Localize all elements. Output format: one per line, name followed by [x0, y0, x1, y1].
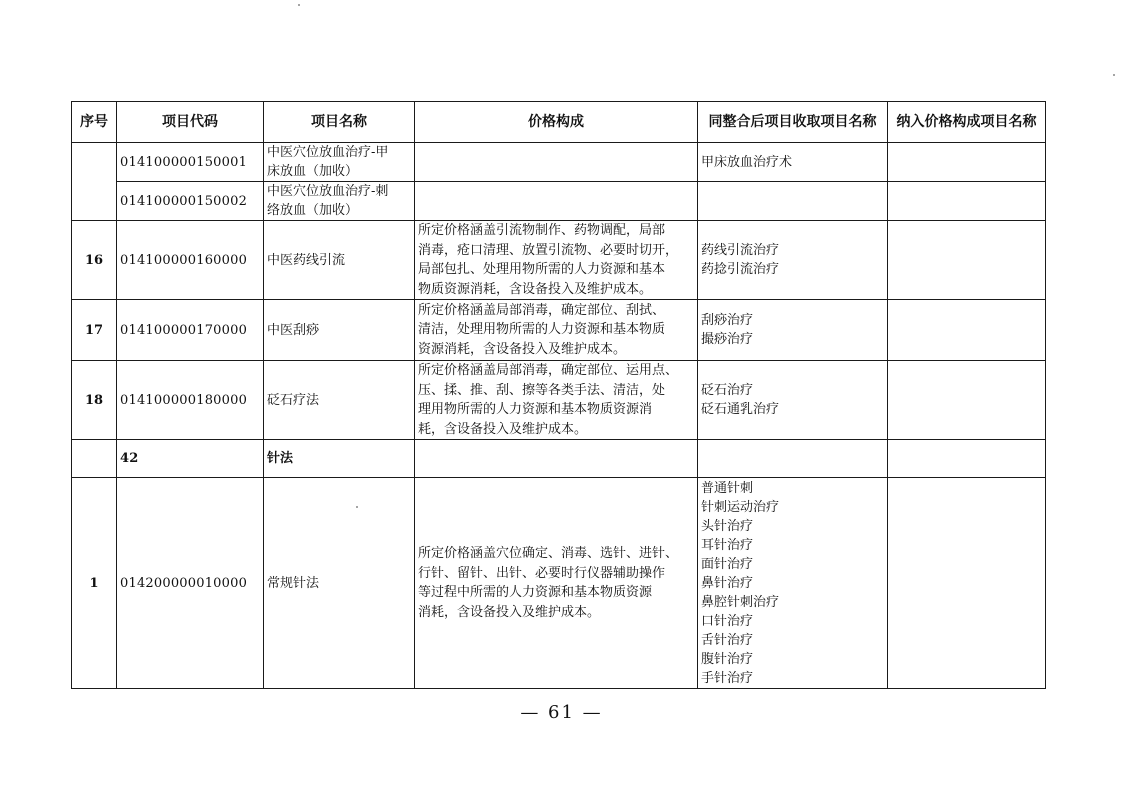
- cell-price: [415, 478, 698, 689]
- price-table-container: [71, 101, 1046, 689]
- cell-line: 中医穴位放血治疗-甲: [267, 145, 389, 160]
- header-price: 价格构成: [415, 102, 698, 143]
- cell-code: 014100000180000: [117, 361, 264, 440]
- cell-line: 面针治疗: [701, 556, 754, 572]
- cell-merged: [698, 478, 888, 689]
- cell-name: [264, 182, 415, 221]
- cell-no: 18: [72, 361, 117, 440]
- cell-included: [888, 182, 1046, 221]
- cell-line: 手针治疗: [701, 670, 754, 686]
- cell-included: [888, 361, 1046, 440]
- cell-merged: [698, 440, 888, 478]
- cell-included: [888, 440, 1046, 478]
- cell-line: 撮痧治疗: [701, 332, 754, 347]
- cell-code: 42: [117, 440, 264, 478]
- scan-speck: [356, 506, 358, 508]
- cell-line: 耳针治疗: [701, 537, 754, 553]
- header-merged: 同整合后项目收取项目名称: [698, 102, 888, 143]
- cell-line: 甲床放血治疗术: [701, 154, 793, 170]
- cell-merged: [698, 221, 888, 300]
- cell-line: 头针治疗: [701, 518, 754, 534]
- table-row: [72, 478, 1046, 689]
- cell-code: 014100000160000: [117, 221, 264, 300]
- table-row: [72, 300, 1046, 361]
- cell-line: 腹针治疗: [701, 651, 754, 667]
- table-row: [72, 221, 1046, 300]
- price-table: [71, 101, 1046, 689]
- cell-code: 014200000010000: [117, 478, 264, 689]
- cell-line: 砭石疗法: [267, 392, 320, 408]
- cell-merged: [698, 182, 888, 221]
- scan-speck: [1113, 74, 1115, 76]
- cell-line: 局部包扎、处理用物所需的人力资源和基本: [418, 262, 666, 277]
- table-row: [72, 143, 1046, 182]
- cell-line: 刮痧治疗: [701, 313, 754, 328]
- cell-line: 耗，含设备投入及维护成本。: [418, 421, 588, 437]
- cell-line: 物质资源消耗，含设备投入及维护成本。: [418, 281, 653, 297]
- cell-line: 常规针法: [267, 575, 320, 591]
- cell-code: 014100000150001: [117, 143, 264, 182]
- cell-line: 资源消耗，含设备投入及维护成本。: [418, 341, 627, 357]
- cell-line: 清洁，处理用物所需的人力资源和基本物质: [418, 322, 666, 338]
- cell-merged: [698, 361, 888, 440]
- cell-name: [264, 221, 415, 300]
- cell-line: 砭石通乳治疗: [701, 402, 780, 417]
- cell-line: 行针、留针、出针、必要时行仪器辅助操作: [418, 565, 666, 581]
- cell-no: [72, 440, 117, 478]
- cell-line: 中医药线引流: [267, 252, 346, 268]
- cell-name: [264, 361, 415, 440]
- table-header-row: [72, 102, 1046, 143]
- cell-line: 针刺运动治疗: [701, 499, 780, 515]
- header-code: 项目代码: [117, 102, 264, 143]
- cell-line: 压、揉、推、刮、擦等各类手法、清洁，处: [418, 382, 666, 398]
- cell-price: [415, 361, 698, 440]
- table-body: [72, 143, 1046, 689]
- cell-included: [888, 478, 1046, 689]
- cell-line: 中医刮痧: [267, 322, 320, 338]
- cell-code: 014100000170000: [117, 300, 264, 361]
- header-no: 序号: [72, 102, 117, 143]
- cell-no: 17: [72, 300, 117, 361]
- cell-included: [888, 143, 1046, 182]
- cell-line: 中医穴位放血治疗-刺: [267, 184, 389, 199]
- cell-merged: [698, 143, 888, 182]
- cell-line: 舌针治疗: [701, 632, 754, 648]
- cell-line: 鼻腔针刺治疗: [701, 594, 780, 610]
- cell-line: 所定价格涵盖引流物制作、药物调配，局部: [418, 223, 666, 238]
- page-number: — 61 —: [520, 702, 603, 723]
- scan-speck: [298, 4, 300, 6]
- cell-line: 药线引流治疗: [701, 243, 780, 258]
- cell-code: 014100000150002: [117, 182, 264, 221]
- cell-line: 鼻针治疗: [701, 575, 754, 591]
- cell-included: [888, 300, 1046, 361]
- cell-line: 药捻引流治疗: [701, 262, 780, 277]
- cell-name: [264, 478, 415, 689]
- cell-price: [415, 182, 698, 221]
- cell-no: 16: [72, 221, 117, 300]
- cell-no: 1: [72, 478, 117, 689]
- cell-line: 砭石治疗: [701, 383, 754, 398]
- cell-price: [415, 143, 698, 182]
- cell-merged: [698, 300, 888, 361]
- table-row: [72, 440, 1046, 478]
- cell-line: 床放血（加收）: [267, 164, 359, 179]
- cell-line: 所定价格涵盖局部消毒，确定部位、刮拭、: [418, 302, 666, 318]
- cell-line: 针法: [267, 451, 294, 466]
- cell-name: [264, 440, 415, 478]
- cell-price: [415, 221, 698, 300]
- cell-line: 普通针刺: [701, 480, 754, 496]
- table-row: [72, 182, 1046, 221]
- cell-line: 消耗，含设备投入及维护成本。: [418, 604, 601, 620]
- cell-line: 所定价格涵盖穴位确定、消毒、选针、进针、: [418, 546, 679, 561]
- cell-line: 等过程中所需的人力资源和基本物质资源: [418, 585, 653, 600]
- table-row: [72, 361, 1046, 440]
- cell-line: 消毒，疮口清理、放置引流物、必要时切开，: [418, 242, 679, 258]
- cell-line: 络放血（加收）: [267, 203, 359, 218]
- header-included: 纳入价格构成项目名称: [888, 102, 1046, 143]
- header-name: 项目名称: [264, 102, 415, 143]
- cell-price: [415, 440, 698, 478]
- cell-line: 口针治疗: [701, 613, 754, 629]
- cell-price: [415, 300, 698, 361]
- cell-name: [264, 143, 415, 182]
- cell-name: [264, 300, 415, 361]
- cell-no: [72, 143, 117, 221]
- cell-line: 所定价格涵盖局部消毒，确定部位、运用点、: [418, 363, 679, 378]
- cell-line: 理用物所需的人力资源和基本物质资源消: [418, 402, 653, 417]
- cell-included: [888, 221, 1046, 300]
